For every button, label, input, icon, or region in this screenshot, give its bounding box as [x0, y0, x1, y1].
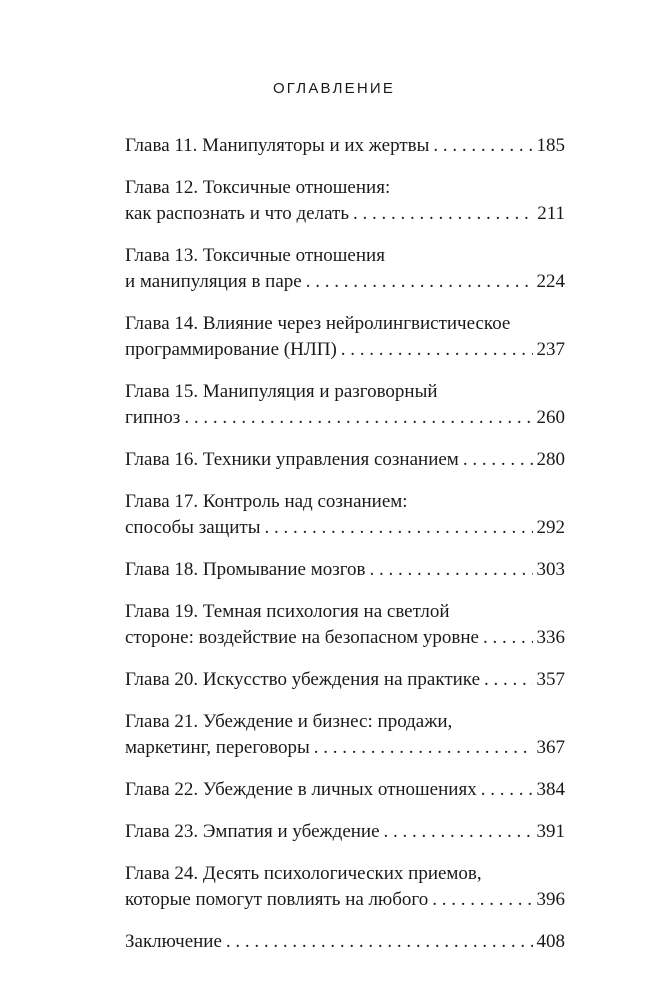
- toc-entry-title: Заключение: [125, 931, 222, 952]
- toc-entry: [125, 243, 565, 295]
- dot-leader: [265, 515, 533, 541]
- toc-entry-title-line1: Глава 19. Темная психология на светлой: [125, 601, 450, 622]
- toc-entry-title-line2: маркетинг, переговоры: [125, 737, 310, 758]
- toc-entry-title-line2: гипноз: [125, 407, 181, 428]
- toc-entry-title-line1: Глава 13. Токсичные отношения: [125, 245, 385, 266]
- toc-entry-page: 292: [536, 517, 565, 538]
- dot-leader: [341, 337, 533, 363]
- page-title: ОГЛАВЛЕНИЕ: [272, 80, 396, 97]
- toc-entry-title-line1: Глава 12. Токсичные отношения:: [125, 177, 391, 198]
- toc-entry-page: 224: [536, 271, 565, 292]
- toc-entry-page: 237: [536, 339, 565, 360]
- toc-entry: [125, 311, 565, 363]
- toc-entry: [125, 599, 565, 651]
- toc-entry: [125, 175, 565, 227]
- toc-entry: [125, 447, 565, 473]
- dot-leader: [432, 887, 532, 913]
- toc-entry-title-line1: Глава 21. Убеждение и бизнес: продажи,: [125, 711, 453, 732]
- toc-entry-title-line1: Глава 15. Манипуляция и разговорный: [125, 381, 438, 402]
- toc-entry: [125, 667, 565, 693]
- dot-leader: [306, 269, 533, 295]
- toc-entry-title-line2: стороне: воздействие на безопасном уровне: [125, 627, 479, 648]
- toc-entry: [125, 133, 565, 159]
- dot-leader: [226, 929, 533, 955]
- toc-entry-page: 408: [536, 931, 565, 952]
- toc-entry: [125, 929, 565, 955]
- toc-entry-page: 396: [536, 889, 565, 910]
- toc-entry-page: 260: [536, 407, 565, 428]
- toc-entry-page: 185: [536, 135, 565, 156]
- toc-entry-page: 357: [536, 669, 565, 690]
- dot-leader: [314, 735, 533, 761]
- toc-entry-title-line1: Глава 17. Контроль над сознанием:: [125, 491, 408, 512]
- toc-entry-page: 303: [536, 559, 565, 580]
- toc-entry: [125, 777, 565, 803]
- toc-entry-title-line1: Глава 24. Десять психологических приемов,: [125, 863, 482, 884]
- dot-leader: [484, 667, 533, 693]
- toc-entry-title: Глава 23. Эмпатия и убеждение: [125, 821, 380, 842]
- toc-entry-title: Глава 22. Убеждение в личных отношениях: [125, 779, 477, 800]
- dot-leader: [483, 625, 533, 651]
- toc-entry-title-line1: Глава 14. Влияние через нейролингвистическое: [125, 313, 511, 334]
- toc-entry-page: 384: [536, 779, 565, 800]
- toc-entry-title: Глава 18. Промывание мозгов: [125, 559, 366, 580]
- dot-leader: [353, 201, 533, 227]
- toc-entry-title-line2: способы защиты: [125, 517, 261, 538]
- dot-leader: [463, 447, 533, 473]
- toc-entry-page: 391: [536, 821, 565, 842]
- toc-entry-page: 367: [536, 737, 565, 758]
- toc-entry: [125, 557, 565, 583]
- toc-entry-title-line2: которые помогут повлиять на любого: [125, 889, 429, 910]
- toc-entry: [125, 709, 565, 761]
- toc-entry: [125, 489, 565, 541]
- toc-entry-title: Глава 16. Техники управления сознанием: [125, 449, 459, 470]
- toc-entry: [125, 379, 565, 431]
- dot-leader: [384, 819, 533, 845]
- toc-entry-title: Глава 11. Манипуляторы и их жертвы: [125, 135, 430, 156]
- toc-entry-title-line2: как распознать и что делать: [125, 203, 349, 224]
- toc-entry-page: 280: [536, 449, 565, 470]
- toc-entry-title-line2: и манипуляция в паре: [125, 271, 302, 292]
- toc-list: [125, 133, 565, 971]
- toc-entry-title: Глава 20. Искусство убеждения на практике: [125, 669, 480, 690]
- toc-entry: [125, 819, 565, 845]
- toc-entry-page: 211: [537, 203, 565, 224]
- dot-leader: [433, 133, 532, 159]
- dot-leader: [481, 777, 533, 803]
- dot-leader: [370, 557, 533, 583]
- toc-entry-page: 336: [536, 627, 565, 648]
- toc-entry: [125, 861, 565, 913]
- toc-entry-title-line2: программирование (НЛП): [125, 339, 337, 360]
- dot-leader: [184, 405, 532, 431]
